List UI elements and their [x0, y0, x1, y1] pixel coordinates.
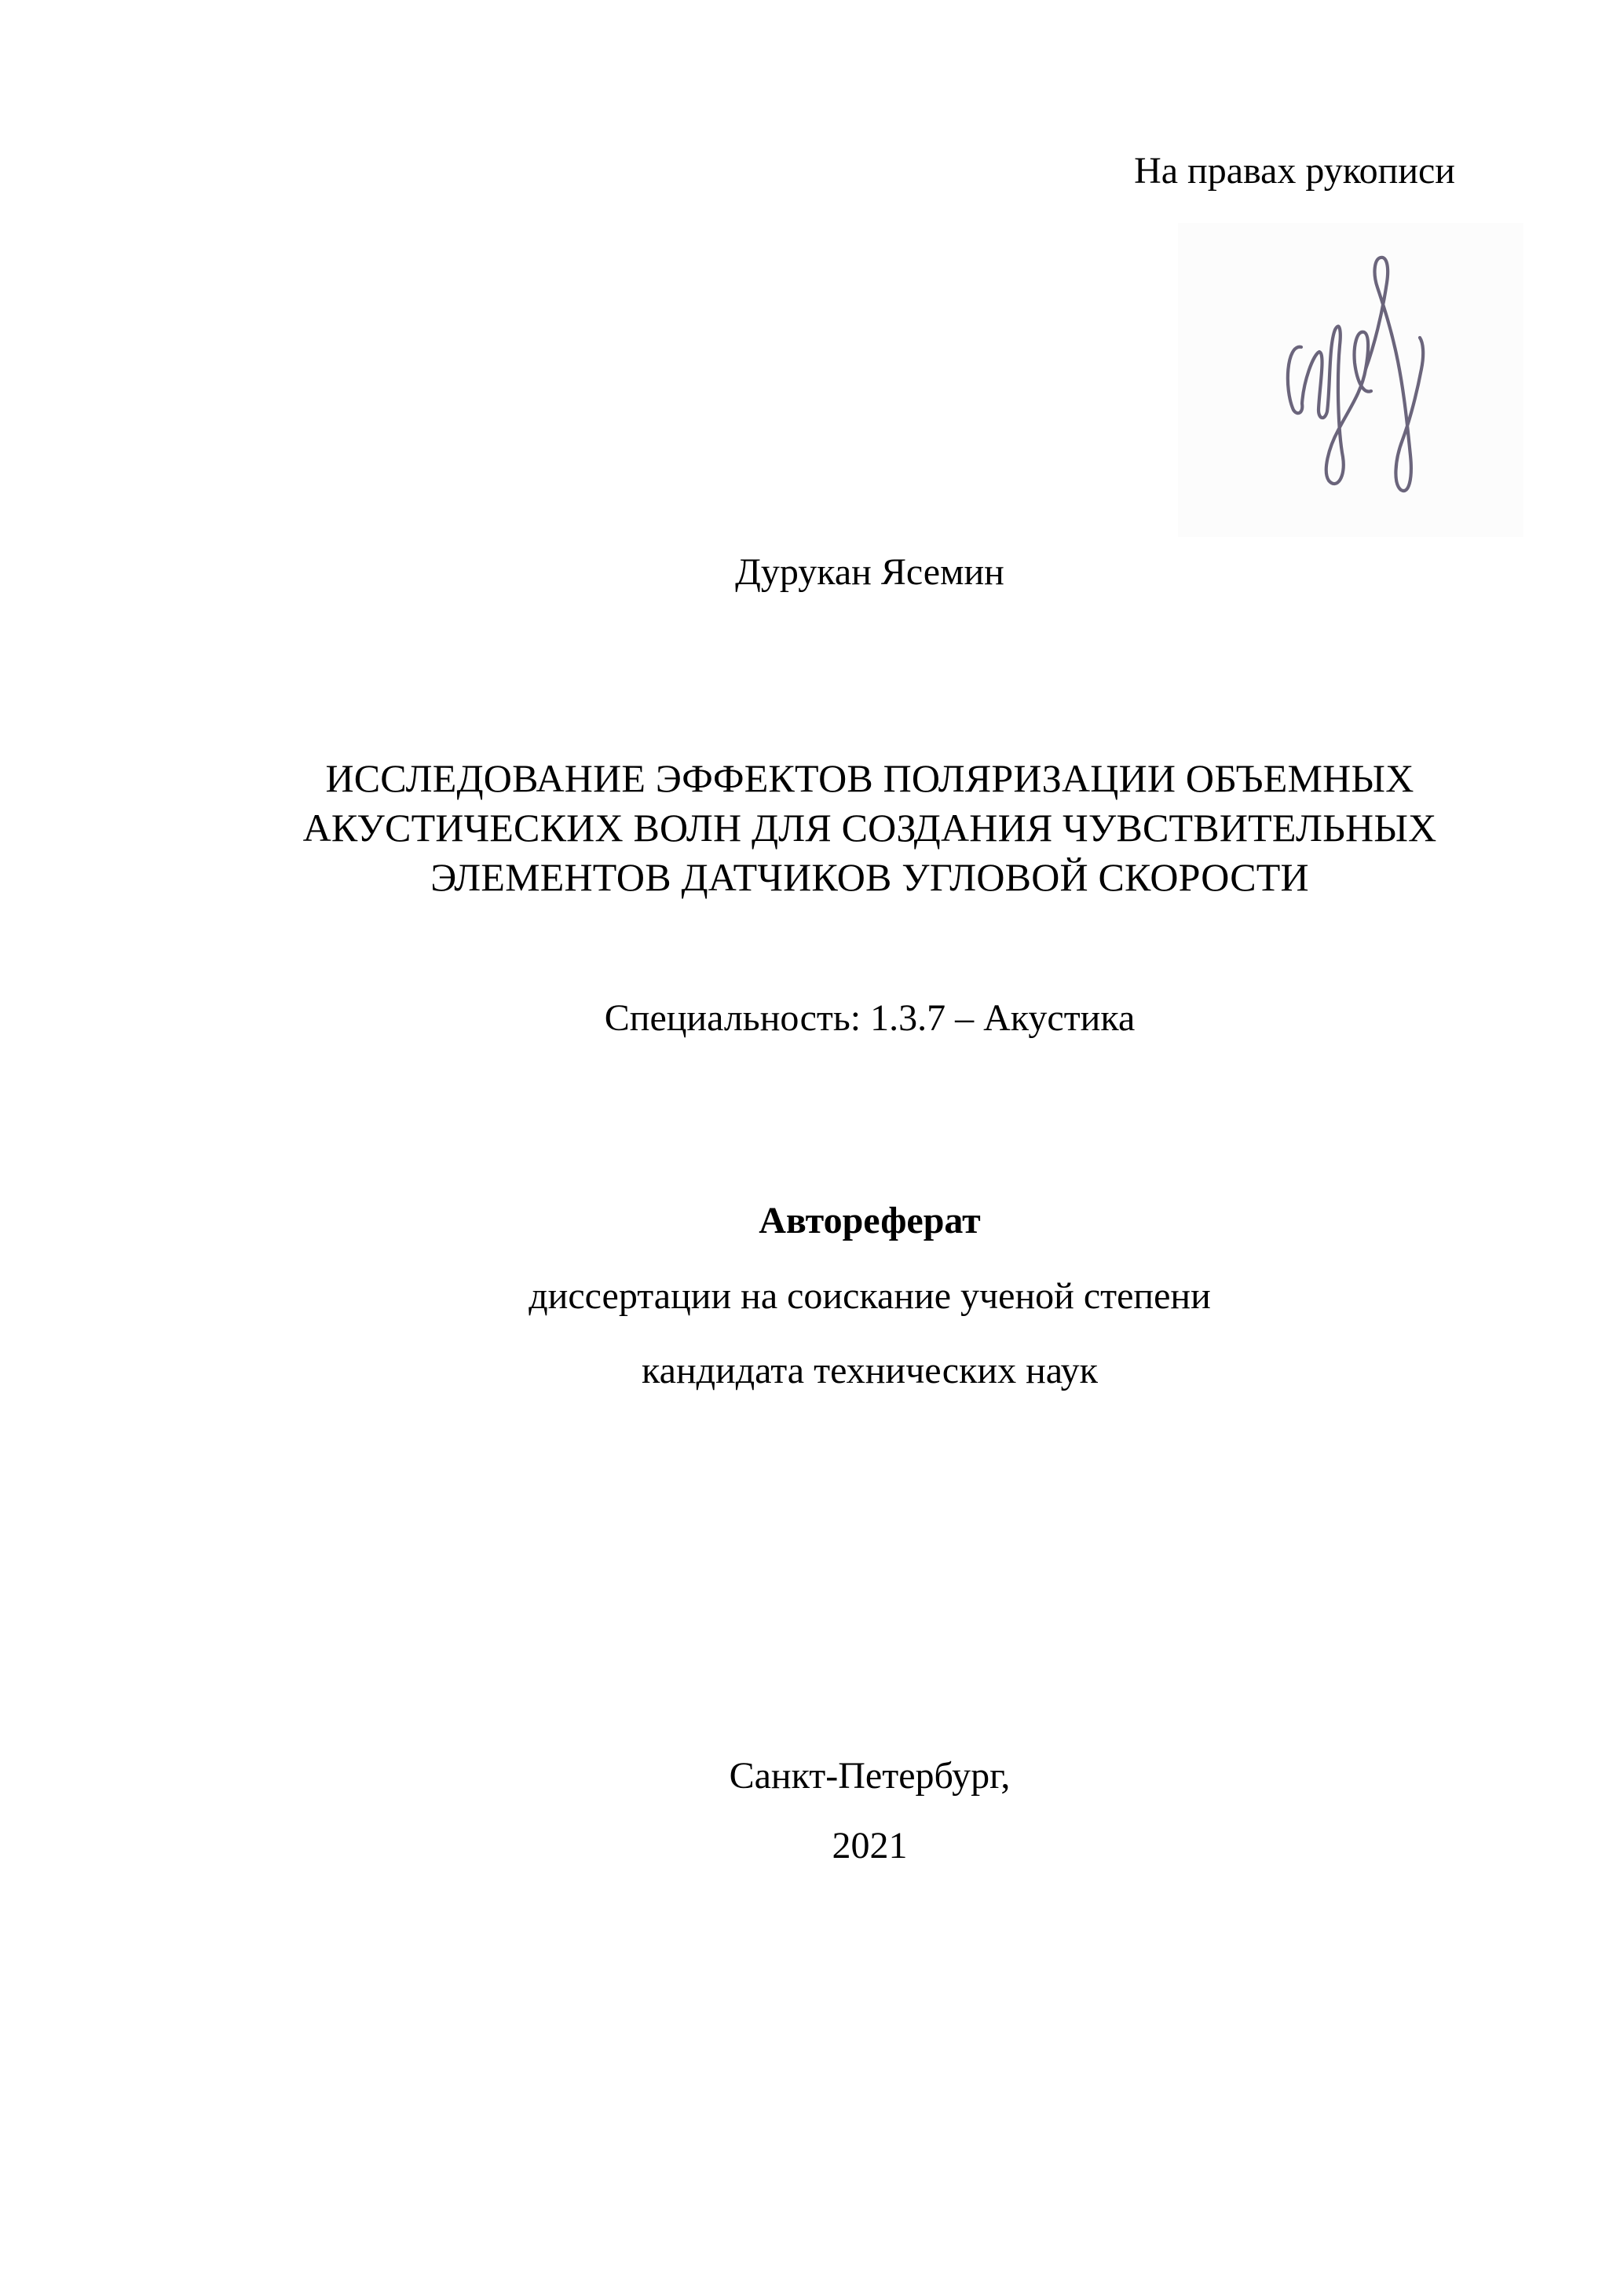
manuscript-rights-label: На правах рукописи: [1134, 150, 1455, 192]
author-name: Дурукан Ясемин: [735, 551, 1004, 593]
abstract-heading: Автореферат: [759, 1200, 981, 1241]
specialty-line: Специальность: 1.3.7 – Акустика: [604, 997, 1136, 1039]
title-line-2: АКУСТИЧЕСКИХ ВОЛН ДЛЯ СОЗДАНИЯ ЧУВСТВИТЕЛЬНЫХ: [302, 806, 1437, 850]
dissertation-title: [232, 754, 1508, 902]
abstract-degree-line: диссертации на соискание ученой степени: [529, 1275, 1211, 1317]
signature-image: [1178, 223, 1523, 537]
abstract-degree-field-line: кандидата технических наук: [642, 1350, 1098, 1391]
title-line-1: ИССЛЕДОВАНИЕ ЭФФЕКТОВ ПОЛЯРИЗАЦИИ ОБЪЕМНЫХ: [325, 756, 1414, 800]
signature-scribble: [1178, 223, 1523, 537]
title-line-3: ЭЛЕМЕНТОВ ДАТЧИКОВ УГЛОВОЙ СКОРОСТИ: [430, 855, 1309, 899]
year-line: 2021: [832, 1825, 908, 1866]
city-line: Санкт-Петербург,: [729, 1755, 1011, 1797]
